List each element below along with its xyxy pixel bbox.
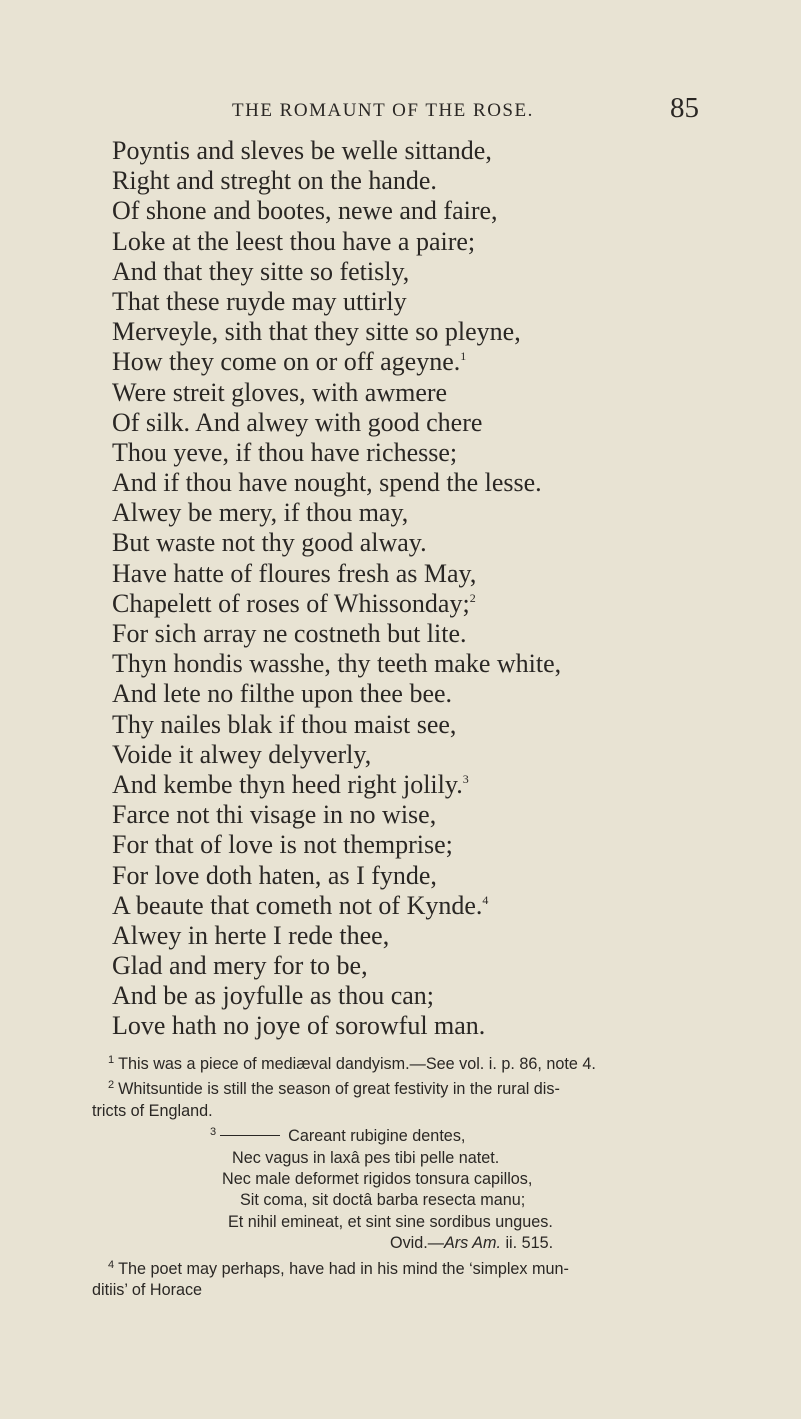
page-number: 85 — [670, 92, 699, 124]
footnote-4: $^4$ The poet may perhaps, have had in his mind the ‘simplex mun- ditiis’ of Horace — [92, 1258, 569, 1300]
verse-line: Thyn hondis wasshe, thy teeth make white, — [112, 649, 562, 679]
verse-line: And be as joyfulle as thou can; — [112, 981, 435, 1011]
verse-line: A beaute that cometh not of Kynde.$^4$ — [112, 890, 489, 920]
verse-line: Love hath no joye of sorowful man. — [112, 1011, 486, 1041]
verse-line: That these ruyde may uttirly — [112, 286, 407, 316]
verse-line: Loke at the leest thou have a paire; — [112, 226, 476, 256]
dash-rule — [220, 1135, 280, 1136]
verse-line: For sich array ne costneth but lite. — [112, 619, 467, 648]
verse-line: Thou yeve, if thou have richesse; — [112, 437, 458, 467]
verse-line: Of silk. And alwey with good chere — [112, 407, 483, 437]
verse-line: Thy nailes blak if thou maist see, — [112, 709, 457, 739]
verse-line: Poyntis and sleves be welle sittande, — [112, 136, 492, 165]
verse-line: Right and streght on the hande. — [112, 166, 437, 196]
verse-line: Merveyle, sith that they sitte so pleyne, — [112, 317, 521, 347]
verse-line: And kembe thyn heed right jolily.$^3$ — [112, 769, 469, 799]
verse-line: Chapelett of roses of Whissonday;$^2$ — [112, 588, 476, 618]
footnote-ref: 1 — [460, 349, 467, 364]
verse-line: Were streit gloves, with awmere — [112, 377, 448, 407]
verse-line: Alwey in herte I rede thee, — [112, 920, 390, 950]
verse-line: Glad and mery for to be, — [112, 951, 368, 981]
verse-line: And if thou have nought, spend the lesse. — [112, 468, 542, 498]
verse-line: Farce not thi visage in no wise, — [112, 800, 437, 830]
verse-line: And that they sitte so fetisly, — [112, 256, 410, 286]
verse-line: Alwey be mery, if thou may, — [112, 498, 409, 528]
verse-line: For that of love is not themprise; — [112, 830, 453, 860]
verse-line: Of shone and bootes, newe and faire, — [112, 196, 498, 226]
footnote-1: $^1$ This was a piece of mediæval dandyism.—See vol. i. p. 86, note 4. — [108, 1054, 596, 1073]
verse-line: How they come on or off ageyne.$^1$ — [112, 347, 467, 377]
footnote-3-source: Ovid.—Ars Am. ii. 515. — [390, 1234, 554, 1253]
verse-line: For love doth haten, as I fynde, — [112, 860, 437, 890]
footnote-ref: 4 — [482, 892, 489, 907]
page-header — [0, 92, 801, 132]
footnote-3: $^3$ Careant rubigine dentes, Nec vagus in laxâ pes tibi pelle natet. Nec male deformet rigidos tonsura capillos, Sit coma, sit doctâ barba resecta manu; Et nihil emineat, et sint sine sordibus ungues. — [210, 1126, 553, 1231]
footnote-2: $^2$ Whitsuntide is still the season of great festivity in the rural dis- tricts of England. — [92, 1079, 560, 1120]
verse-line: But waste not thy good alway. — [112, 528, 427, 558]
verse-line: And lete no filthe upon thee bee. — [112, 679, 453, 709]
footnotes — [92, 1050, 760, 1301]
footnote-ref: 3 — [462, 771, 469, 786]
poem-text — [112, 136, 752, 1042]
verse-line: Voide it alwey delyverly, — [112, 739, 372, 769]
footnote-ref: 2 — [469, 590, 476, 605]
running-title: THE ROMAUNT OF THE ROSE. — [232, 100, 534, 121]
verse-line: Have hatte of floures fresh as May, — [112, 558, 477, 588]
